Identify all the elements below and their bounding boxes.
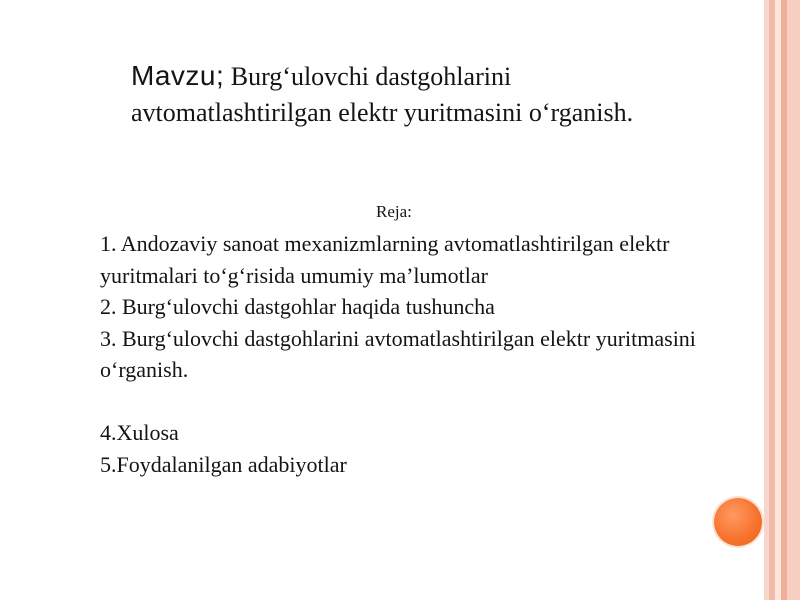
- plan-item: 1. Andozaviy sanoat mexanizmlarning avtomatlashtirilgan elektr yuritmalari to‘g‘risida umumiy ma’lumotlar: [100, 231, 670, 288]
- plan-item: 5.Foydalanilgan adabiyotlar: [100, 451, 347, 477]
- plan-item: 3. Burg‘ulovchi dastgohlarini avtomatlashtirilgan elektr yuritmasini o‘rganish.: [100, 325, 696, 382]
- decorative-band: [787, 0, 800, 600]
- plan-heading: Reja:: [376, 202, 412, 221]
- topic-text: Burg‘ulovchi dastgohlarini avtomatlashtirilgan elektr yuritmasini o‘rganish.: [131, 62, 634, 127]
- slide-title: [131, 58, 691, 131]
- plan-item: 4.Xulosa: [100, 420, 179, 445]
- decorative-circle: [714, 498, 762, 546]
- plan-item: 2. Burg‘ulovchi dastgohlar haqida tushuncha: [100, 294, 495, 319]
- plan-list: [100, 228, 720, 480]
- topic-label: Mavzu;: [131, 60, 225, 91]
